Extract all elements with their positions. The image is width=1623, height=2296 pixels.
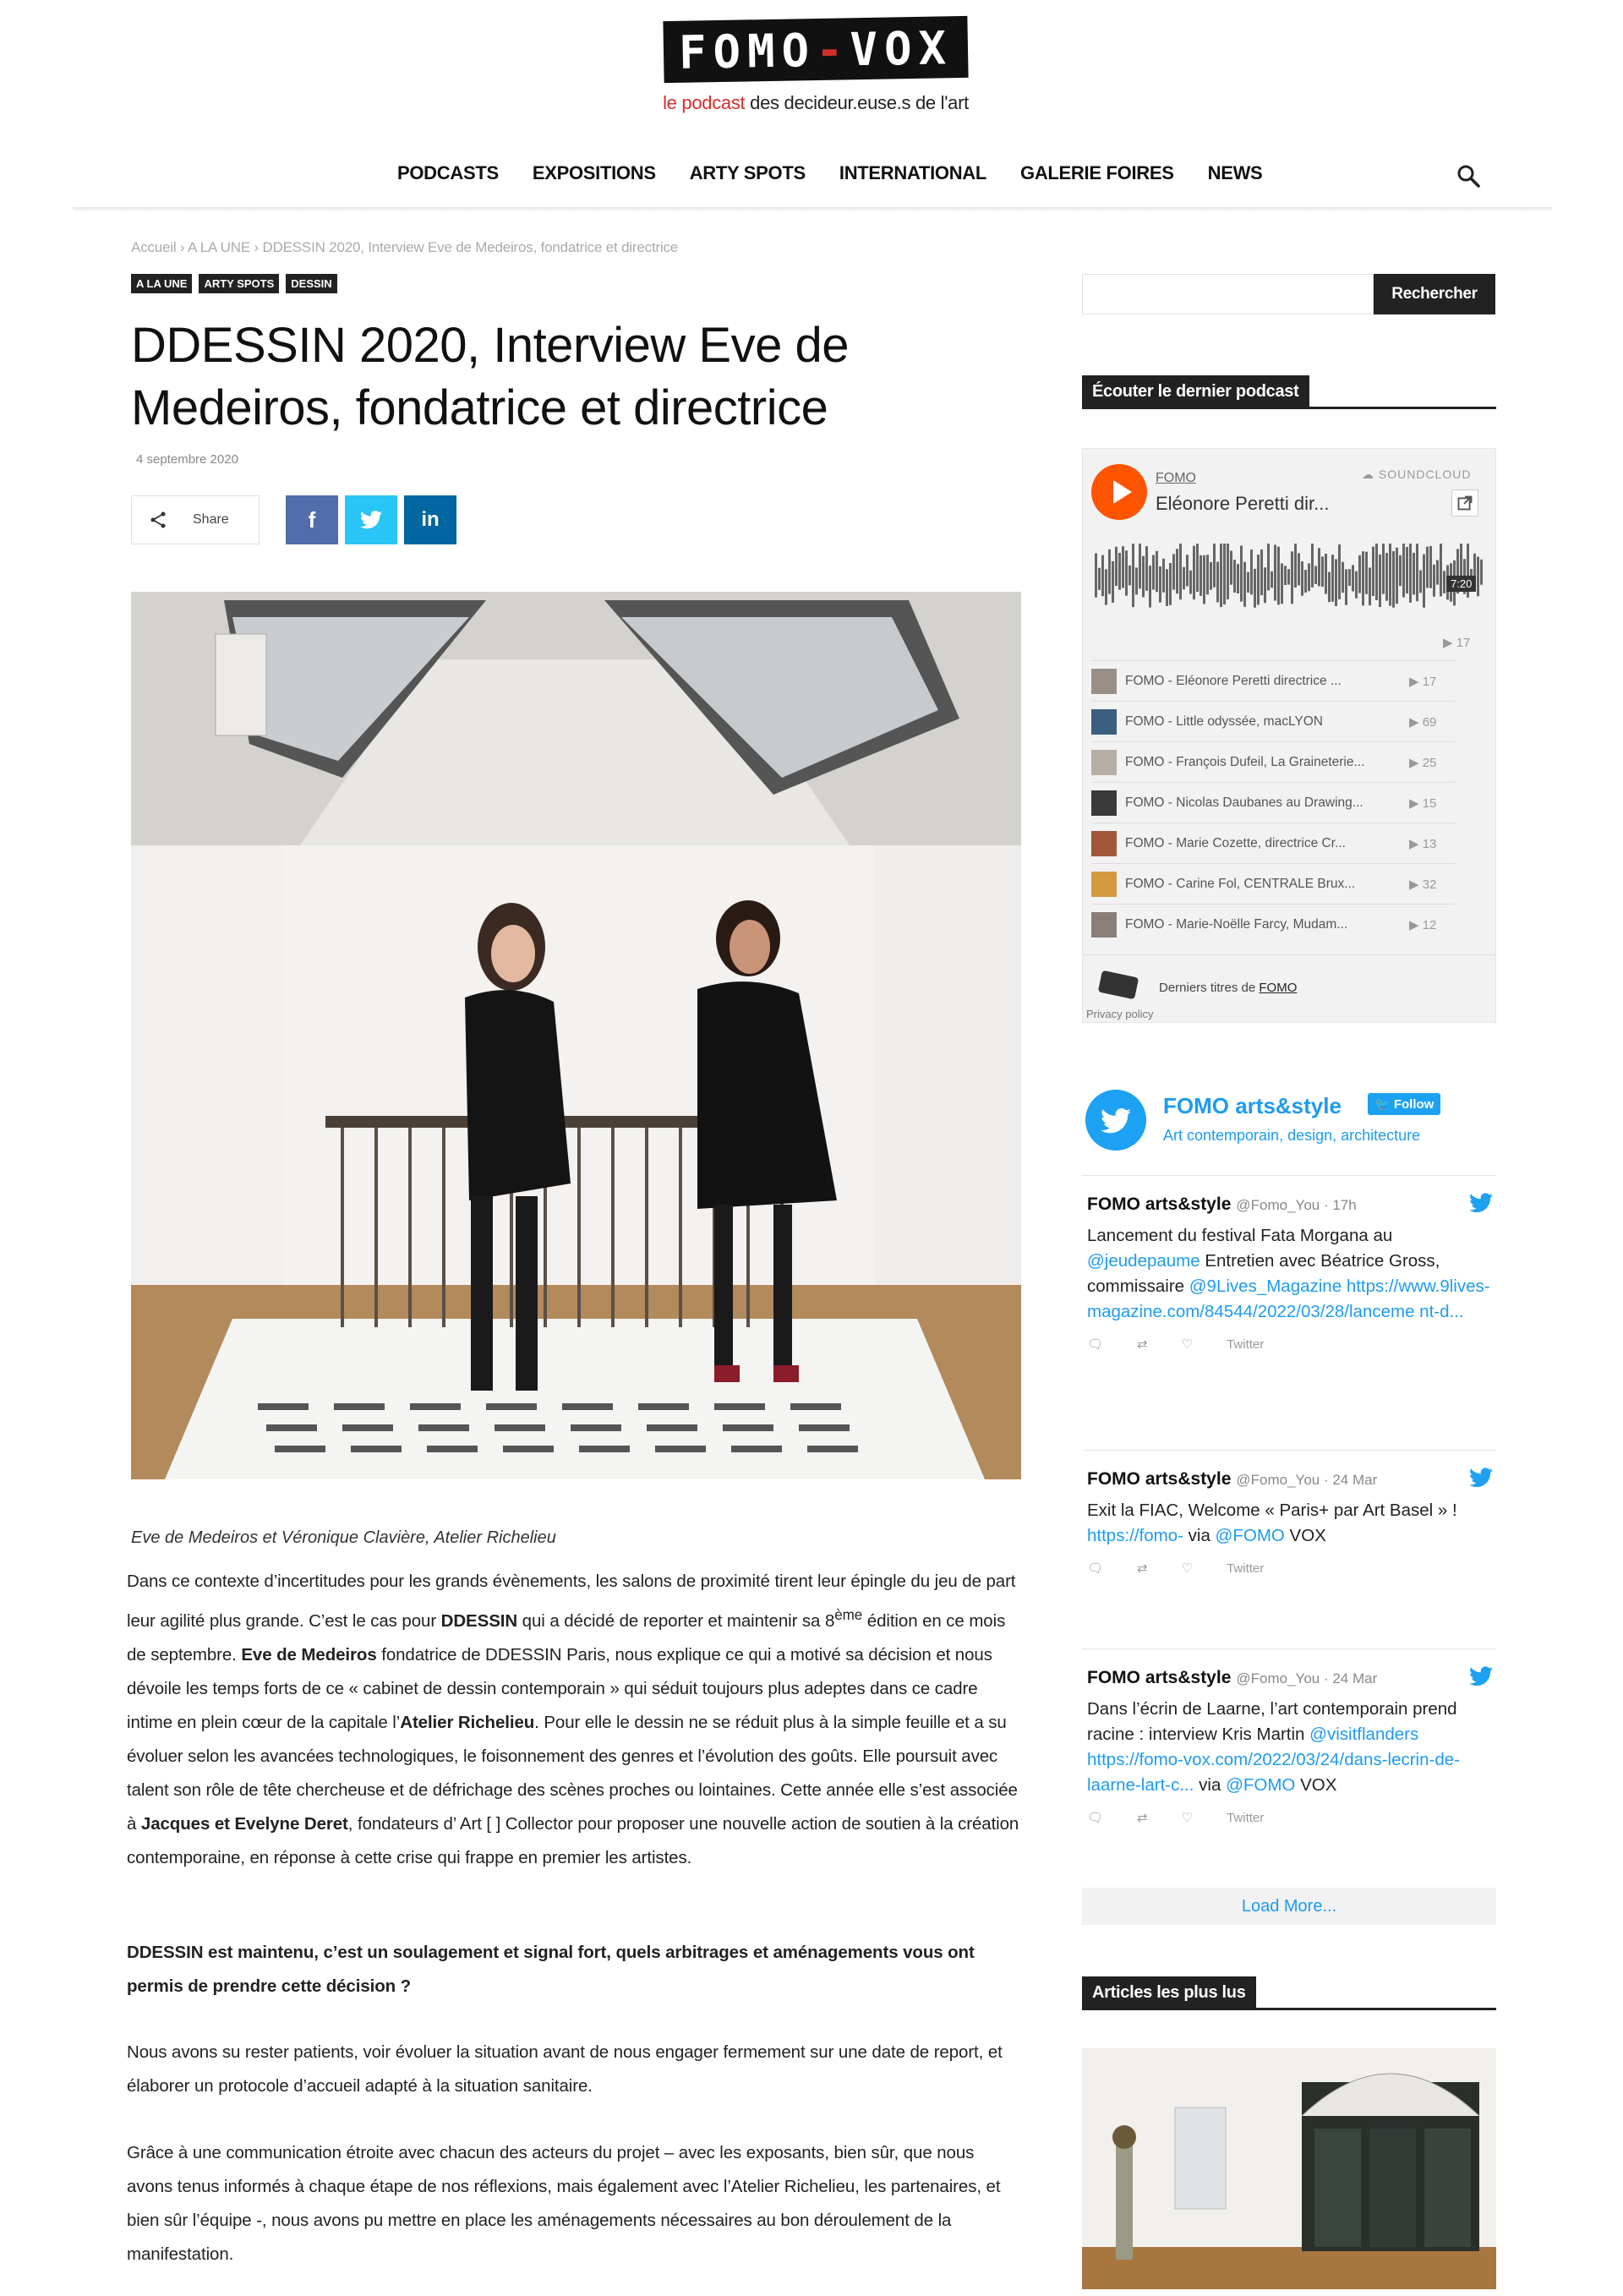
menu-item-international[interactable]: INTERNATIONAL — [839, 162, 987, 183]
breadcrumb-section[interactable]: A LA UNE — [187, 239, 250, 255]
sidebar-search-input[interactable] — [1082, 274, 1374, 314]
like-icon[interactable]: ♡ — [1181, 1811, 1194, 1825]
tweet-handle[interactable]: @Fomo_You · 17h — [1236, 1197, 1357, 1213]
share-button[interactable] — [131, 495, 260, 544]
list-item[interactable]: FOMO - Marie Cozette, directrice Cr... ▶ 13 — [1091, 823, 1455, 863]
reply-icon[interactable]: 🗨 — [1087, 1811, 1104, 1825]
menu-item-arty-spots[interactable]: ARTY SPOTS — [689, 162, 806, 183]
retweet-icon[interactable]: ⇄ — [1137, 1561, 1148, 1576]
tweet-handle[interactable]: @Fomo_You · 24 Mar — [1236, 1670, 1378, 1686]
search-button[interactable]: Rechercher — [1374, 274, 1495, 314]
tweet-author[interactable]: FOMO arts&style — [1087, 1469, 1232, 1489]
logo-wordmark[interactable]: FOMO-VOX — [663, 16, 968, 83]
breadcrumb-home[interactable]: Accueil — [131, 239, 177, 255]
list-item[interactable]: FOMO - Eléonore Peretti directrice ... ▶ 17 — [1091, 660, 1455, 701]
popular-article-image[interactable] — [1082, 2048, 1496, 2289]
twitter-account-description: Art contemporain, design, architecture — [1163, 1127, 1421, 1144]
article-paragraph-2: Nous avons su rester patients, voir évoluer la situation avant de nous engager fermement sur une date de report, et élaborer un protocole d’accueil adapté à la situation sanitaire. — [127, 2042, 1003, 2096]
track-list — [1091, 660, 1455, 944]
twitter-follow-button[interactable]: 🐦 Follow — [1368, 1093, 1440, 1115]
twitter-share-button[interactable] — [345, 495, 397, 544]
track-thumbnail — [1091, 709, 1117, 735]
twitter-link[interactable]: Twitter — [1227, 1810, 1265, 1825]
facebook-icon: f — [308, 506, 316, 533]
tweet[interactable] — [1082, 1175, 1496, 1352]
tag-arty-spots[interactable]: ARTY SPOTS — [199, 274, 279, 293]
load-more-button[interactable]: Load More... — [1082, 1888, 1496, 1925]
menu-item-podcasts[interactable]: PODCASTS — [397, 162, 499, 183]
privacy-policy-link[interactable]: Privacy policy — [1086, 1008, 1154, 1020]
category-tags — [131, 274, 337, 293]
breadcrumb: Accueil › A LA UNE › DDESSIN 2020, Interview Eve de Medeiros, fondatrice et directrice — [131, 239, 679, 255]
list-item[interactable]: FOMO - Carine Fol, CENTRALE Brux... ▶ 32 — [1091, 863, 1455, 904]
twitter-bird-icon[interactable] — [1469, 1666, 1493, 1686]
soundcloud-footer — [1083, 954, 1495, 1022]
track-play-count: ▶ 17 — [1443, 636, 1471, 650]
twitter-bird-icon[interactable] — [1469, 1468, 1493, 1488]
tweet-author[interactable]: FOMO arts&style — [1087, 1194, 1232, 1214]
like-icon[interactable]: ♡ — [1181, 1561, 1194, 1576]
reply-icon[interactable]: 🗨 — [1087, 1337, 1104, 1352]
article-paragraph-1: Dans ce contexte d’incertitudes pour les grands évènements, les salons de proximité tirent leur épingle du jeu de part leur agilité plus grande. C’est le cas pour DDESSIN qui a décidé de reporter et maintenir sa 8ème édition en ce mois de septembre. Eve de Medeiros fondatrice de DDESSIN Paris, nous explique ce qui a motivé sa décision et nous dévoile les temps forts de ce « cabinet de dessin contemporain » qui séduit toujours plus adeptes dans ce cadre intime en plein cœur de la capitale l’Atelier Richelieu. Pour elle le dessin ne se réduit plus à la simple feuille et a su évoluer selon les avancées technologiques, le foisonnement des genres et l’évolution des goûts. Elle poursuit avec talent son rôle de tête chercheuse et de défrichage des scènes proches ou lointaines. Cette année elle s’est associée à Jacques et Evelyne Deret, fondateurs d’ Art [ ] Collector pour proposer une nouvelle action de soutien à la création contemporaine, en réponse à cette crise qui frappe en premier les artistes. — [127, 1572, 1019, 1867]
track-thumbnail — [1091, 912, 1117, 938]
breadcrumb-current[interactable]: DDESSIN 2020, Interview Eve de Medeiros, fondatrice et directrice — [262, 239, 679, 255]
linkedin-icon: in — [421, 508, 440, 531]
facebook-share-button[interactable] — [286, 495, 338, 544]
share-label: Share — [193, 512, 229, 527]
article-question-1: DDESSIN est maintenu, c’est un soulagement et signal fort, quels arbitrages et aménagements vous ont permis de prendre cette décision ? — [127, 1943, 975, 1996]
site-tagline: le podcast des decideur.euse.s de l'art — [663, 92, 969, 113]
twitter-link[interactable]: Twitter — [1227, 1337, 1265, 1352]
header-divider — [73, 207, 1552, 212]
twitter-logo-icon[interactable] — [1085, 1090, 1146, 1151]
list-item[interactable]: FOMO - Marie-Noëlle Farcy, Mudam... ▶ 12 — [1091, 904, 1455, 944]
linkedin-share-button[interactable] — [404, 495, 456, 544]
soundcloud-player — [1082, 448, 1496, 1023]
track-thumbnail — [1091, 872, 1117, 897]
tweet-handle[interactable]: @Fomo_You · 24 Mar — [1236, 1472, 1378, 1488]
twitter-link[interactable]: Twitter — [1227, 1561, 1265, 1576]
soundcloud-user[interactable]: FOMO — [1156, 471, 1196, 485]
list-item[interactable]: FOMO - Nicolas Daubanes au Drawing... ▶ 15 — [1091, 782, 1455, 823]
tweet-author[interactable]: FOMO arts&style — [1087, 1668, 1232, 1687]
site-logo[interactable] — [630, 19, 1002, 114]
menu-item-expositions[interactable]: EXPOSITIONS — [532, 162, 656, 183]
twitter-bird-icon[interactable] — [1469, 1193, 1493, 1213]
menu-item-news[interactable]: NEWS — [1207, 162, 1263, 183]
track-duration: 7:20 — [1446, 576, 1476, 592]
tweet[interactable] — [1082, 1648, 1496, 1825]
play-icon[interactable] — [1091, 464, 1147, 520]
like-icon[interactable]: ♡ — [1181, 1337, 1194, 1352]
tweet[interactable] — [1082, 1450, 1496, 1576]
retweet-icon[interactable]: ⇄ — [1137, 1337, 1148, 1352]
menu-item-galerie-foires[interactable]: GALERIE FOIRES — [1020, 162, 1174, 183]
twitter-widget-header — [1082, 1086, 1505, 1154]
list-item[interactable]: FOMO - Little odyssée, macLYON ▶ 69 — [1091, 701, 1455, 741]
tag-dessin[interactable]: DESSIN — [286, 274, 336, 293]
article-date: 4 septembre 2020 — [136, 452, 238, 467]
twitter-icon — [360, 511, 382, 529]
article-paragraph-3: Grâce à une communication étroite avec chacun des acteurs du projet – avec les exposants, bien sûr, que nous avons tenus informés à chaque étape de nos réflexions, mais également avec l’Atelier Richelieu, les partenaires, et bien sûr l’équipe -, nous avons pu mettre en place les aménagements nécessaires au bon déroulement de la manifestation. — [127, 2143, 1001, 2264]
tweet-text: Lancement du festival Fata Morgana au @jeudepaume Entretien avec Béatrice Gross, commissaire @9Lives_Magazine https://www.9lives-magazine.com/84544/2022/03/28/lanceme nt-d... — [1087, 1226, 1490, 1321]
list-item[interactable]: FOMO - François Dufeil, La Graineterie... ▶ 25 — [1091, 741, 1455, 782]
track-thumbnail — [1091, 750, 1117, 775]
track-thumbnail — [1091, 831, 1117, 856]
twitter-account-name[interactable]: FOMO arts&style — [1163, 1093, 1342, 1118]
tweet-text: Dans l’écrin de Laarne, l’art contemporain prend racine : interview Kris Martin @visitflanders https://fomo-vox.com/2022/03/24/dans-lecrin-de-laarne-lart-c... via @FOMO VOX — [1087, 1699, 1460, 1795]
retweet-icon[interactable]: ⇄ — [1137, 1811, 1148, 1825]
soundcloud-track-title[interactable]: Eléonore Peretti dir... — [1156, 493, 1330, 514]
soundcloud-footer-link[interactable]: FOMO — [1259, 981, 1298, 995]
search-icon[interactable] — [1456, 163, 1481, 189]
share-track-icon[interactable] — [1451, 489, 1478, 517]
photo-caption: Eve de Medeiros et Véronique Clavière, Atelier Richelieu — [131, 1528, 556, 1547]
track-thumbnail — [1091, 790, 1117, 816]
main-menu — [0, 162, 1623, 196]
article-photo — [131, 592, 1021, 1479]
tweet-text: Exit la FIAC, Welcome « Paris+ par Art Basel » ! https://fomo- via @FOMO VOX — [1087, 1501, 1457, 1545]
popular-articles-title: Articles les plus lus — [1082, 1976, 1496, 2010]
reply-icon[interactable]: 🗨 — [1087, 1561, 1104, 1576]
share-icon — [149, 511, 167, 529]
tag-a-la-une[interactable]: A LA UNE — [131, 274, 192, 293]
fomo-avatar — [1096, 967, 1144, 1004]
track-thumbnail — [1091, 669, 1117, 694]
waveform[interactable] — [1095, 544, 1484, 611]
article-title: DDESSIN 2020, Interview Eve de Medeiros, fondatrice et directrice — [131, 318, 849, 435]
podcast-block-title: Écouter le dernier podcast — [1082, 375, 1496, 409]
soundcloud-brand[interactable]: ☁ SOUNDCLOUD — [1362, 467, 1472, 481]
soundcloud-footer-text: Derniers titres de FOMO — [1159, 981, 1298, 995]
